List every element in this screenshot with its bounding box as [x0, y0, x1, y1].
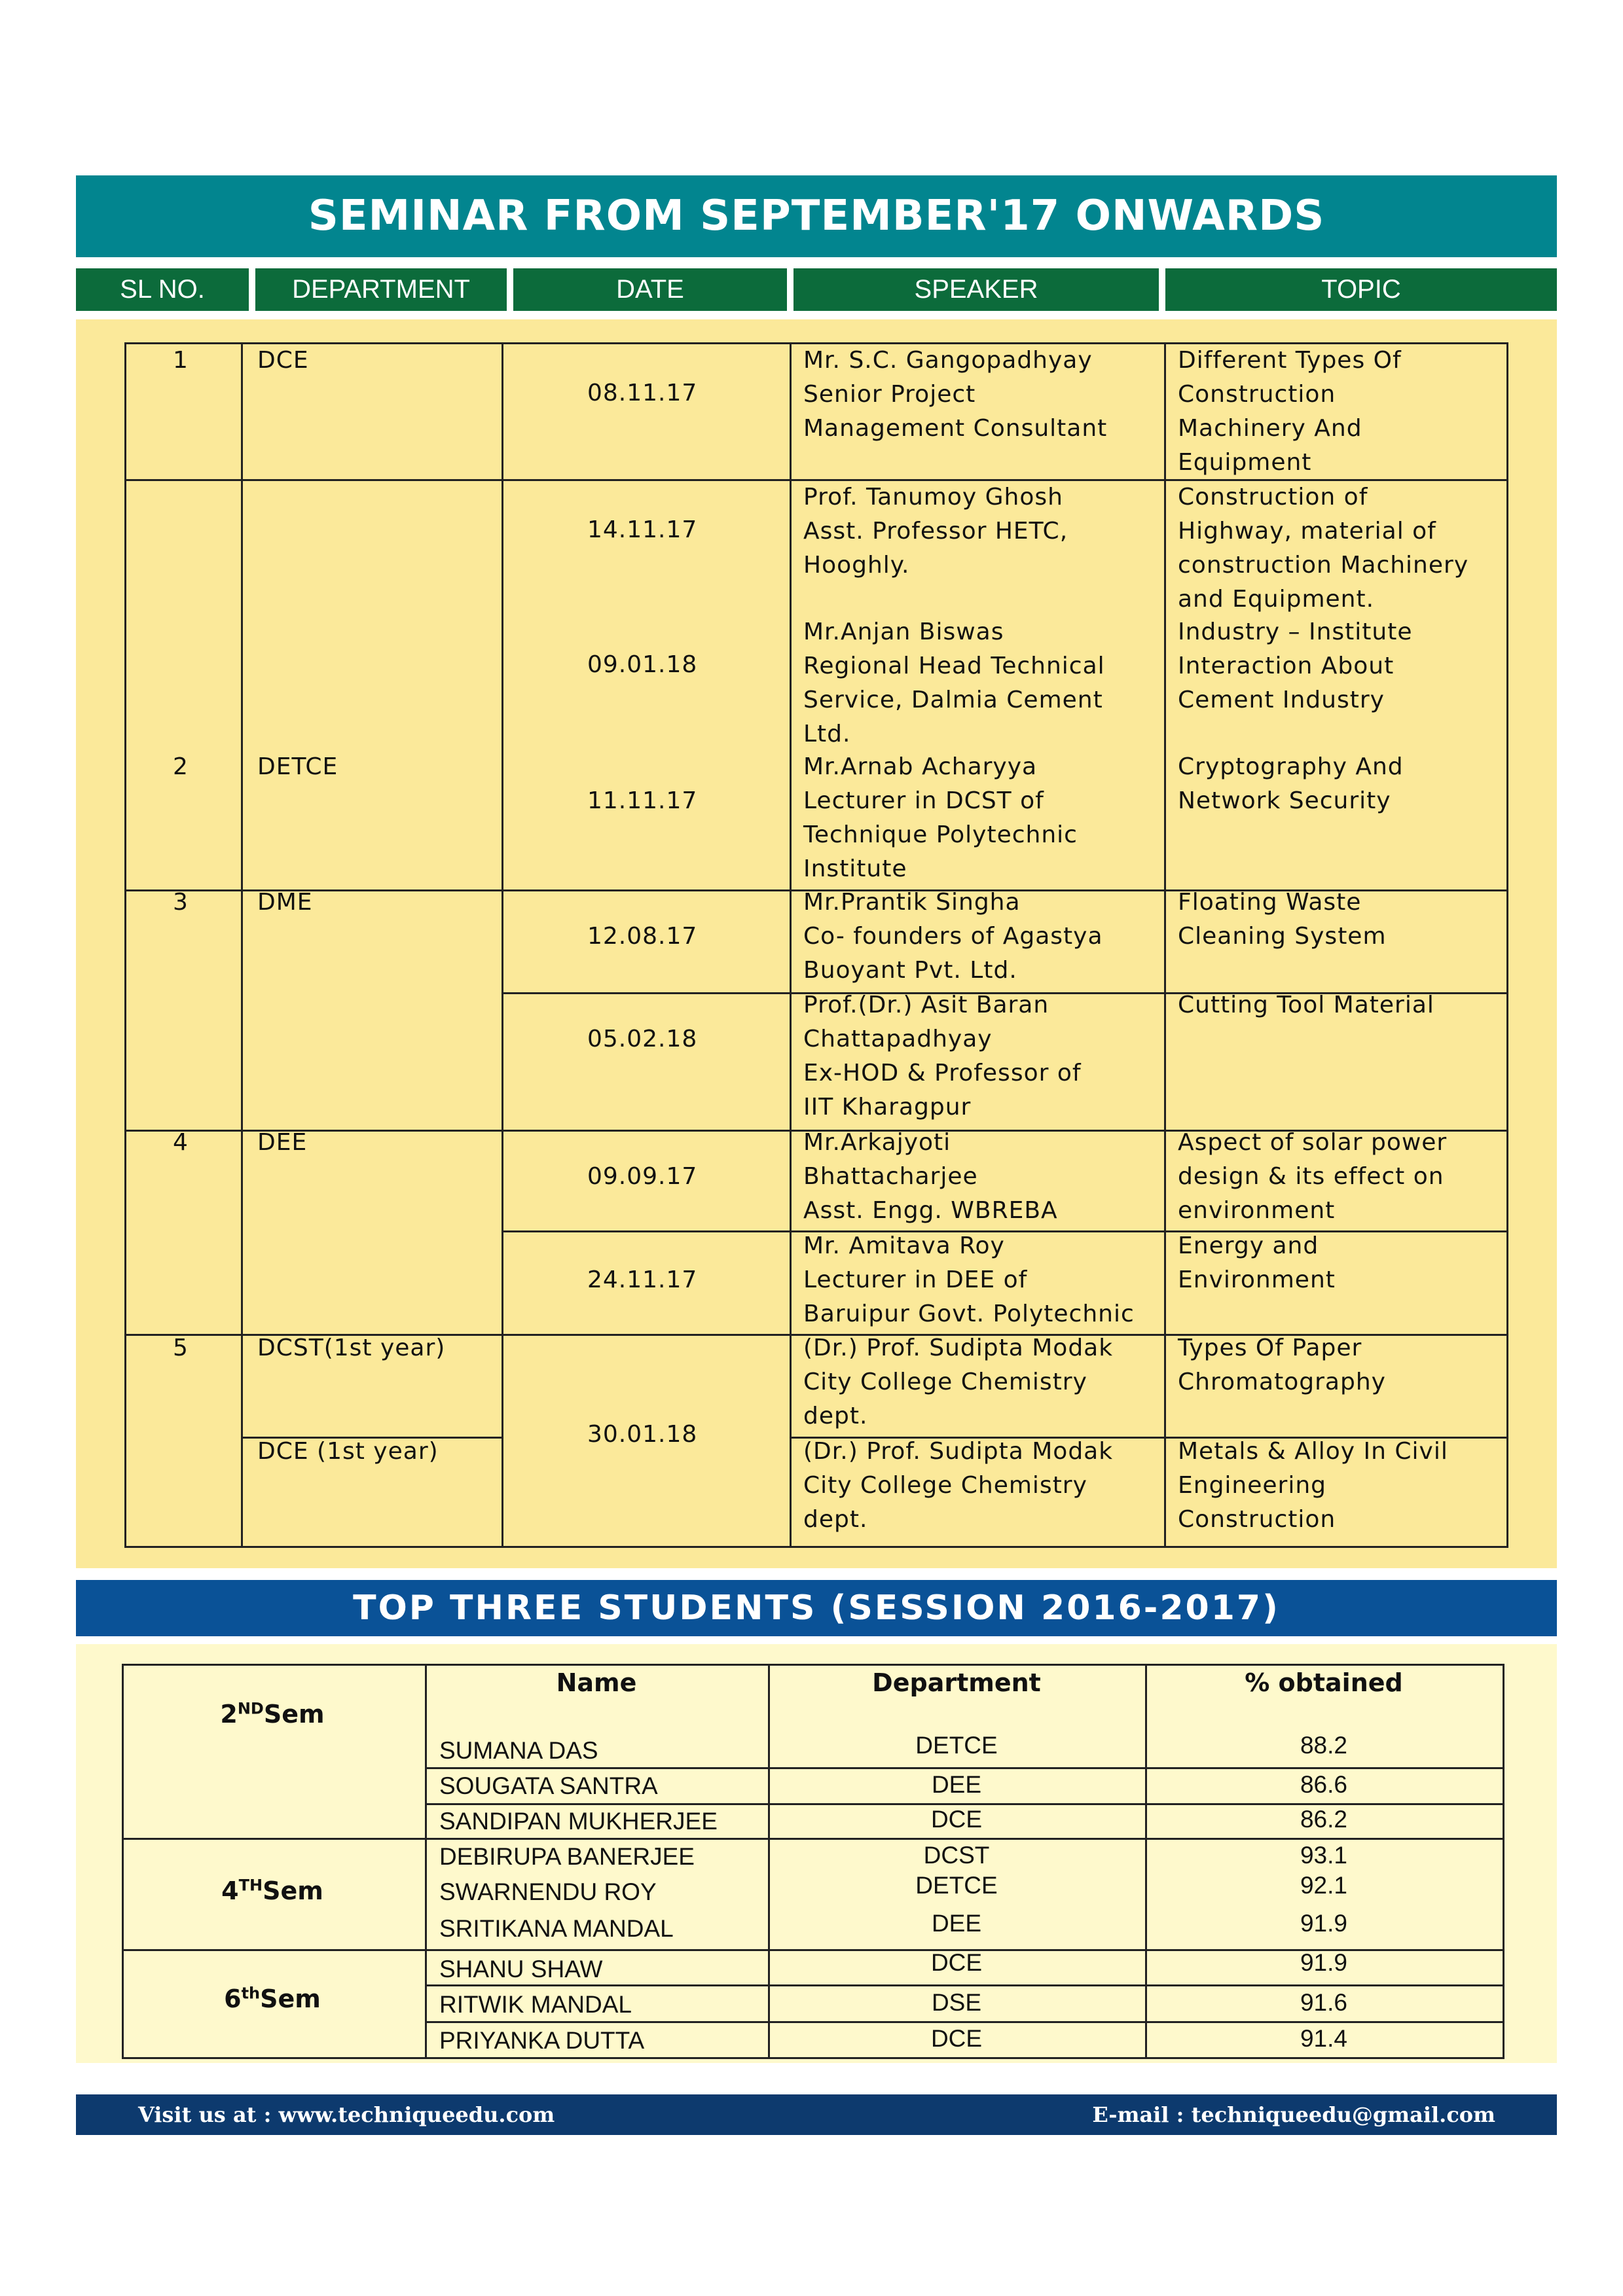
grid-line	[1503, 1664, 1504, 2059]
student-name: SANDIPAN MUKHERJEE	[439, 1808, 718, 1835]
student-department: DCST	[923, 1842, 990, 1869]
student-department: DCE	[930, 1949, 983, 1976]
seminar-date: 11.11.17	[587, 787, 698, 814]
students-header-name: Name	[556, 1668, 637, 1697]
seminar-topic: Floating Waste Cleaning System	[1178, 889, 1387, 950]
seminar-department: DCST(1st year)	[257, 1335, 446, 1361]
grid-line	[122, 2057, 1504, 2059]
seminar-date: 09.09.17	[587, 1163, 698, 1190]
grid-line	[241, 342, 243, 1548]
seminar-topic: Cryptography And Network Security	[1178, 753, 1404, 814]
seminar-department: DEE	[257, 1129, 308, 1156]
grid-line	[501, 342, 503, 1548]
seminar-date: 24.11.17	[587, 1266, 698, 1293]
seminar-sl: 5	[173, 1335, 189, 1361]
sem-4-label: 4THSem	[221, 1876, 323, 1905]
student-name: SHANU SHAW	[439, 1956, 603, 1982]
student-department: DEE	[931, 1771, 982, 1798]
student-department: DCE	[930, 2025, 983, 2052]
grid-line	[425, 1664, 427, 2059]
seminar-speaker: (Dr.) Prof. Sudipta Modak City College Chemistry dept.	[803, 1438, 1114, 1533]
sem-6-label: 6thSem	[224, 1984, 321, 2013]
student-name: RITWIK MANDAL	[439, 1991, 632, 2018]
seminar-topic: Metals & Alloy In Civil Engineering Construction	[1178, 1438, 1448, 1533]
seminar-speaker: Mr.Anjan Biswas Regional Head Technical Service, Dalmia Cement Ltd.	[803, 619, 1105, 747]
student-percent: 91.4	[1300, 2025, 1347, 2052]
seminar-topic: Industry – Institute Interaction About Cement Industry	[1178, 619, 1413, 713]
student-department: DEE	[931, 1910, 982, 1937]
seminar-speaker: Mr.Arnab Acharyya Lecturer in DCST of Technique Polytechnic Institute	[803, 753, 1078, 882]
header-department: DEPARTMENT	[255, 268, 507, 311]
seminar-topic: Different Types Of Construction Machinery And Equipment	[1178, 347, 1402, 476]
seminar-speaker: Mr. Amitava Roy Lecturer in DEE of Baruipur Govt. Polytechnic	[803, 1232, 1135, 1327]
grid-line	[1506, 342, 1508, 1548]
student-name: PRIYANKA DUTTA	[439, 2027, 645, 2054]
header-sl-no: SL NO.	[76, 268, 249, 311]
seminar-department: DCE	[257, 347, 309, 374]
sem-2-label: 2NDSem	[220, 1699, 325, 1729]
grid-line	[122, 1664, 1504, 1666]
seminar-topic: Energy and Environment	[1178, 1232, 1336, 1293]
seminar-department: DME	[257, 889, 313, 916]
seminar-sl: 3	[173, 889, 189, 916]
seminar-topic: Construction of Highway, material of construction Machinery and Equipment.	[1178, 484, 1469, 613]
seminar-department: DCE (1st year)	[257, 1438, 439, 1465]
seminar-date: 09.01.18	[587, 651, 698, 678]
students-title-banner: TOP THREE STUDENTS (SESSION 2016-2017)	[76, 1580, 1557, 1636]
header-date: DATE	[513, 268, 787, 311]
header-speaker: SPEAKER	[793, 268, 1159, 311]
seminar-topic: Types Of Paper Chromatography	[1178, 1335, 1386, 1395]
footer-website-link[interactable]: Visit us at : www.techniqueedu.com	[138, 2102, 555, 2127]
seminar-date: 12.08.17	[587, 923, 698, 950]
seminar-date: 08.11.17	[587, 380, 698, 406]
student-department: DCE	[930, 1806, 983, 1833]
student-percent: 86.6	[1300, 1771, 1347, 1798]
student-department: DETCE	[915, 1732, 998, 1759]
seminar-speaker: (Dr.) Prof. Sudipta Modak City College Chemistry dept.	[803, 1335, 1114, 1429]
seminar-speaker: Mr. S.C. Gangopadhyay Senior Project Management Consultant	[803, 347, 1108, 442]
grid-line	[124, 1546, 1508, 1548]
student-name: SWARNENDU ROY	[439, 1878, 657, 1905]
header-topic: TOPIC	[1165, 268, 1557, 311]
seminar-department: DETCE	[257, 753, 338, 780]
student-percent: 93.1	[1300, 1842, 1347, 1869]
seminar-topic: Cutting Tool Material	[1178, 992, 1434, 1018]
student-percent: 91.9	[1300, 1910, 1347, 1937]
seminar-speaker: Prof. Tanumoy Ghosh Asst. Professor HETC, Hooghly.	[803, 484, 1068, 579]
students-header-department: Department	[872, 1668, 1041, 1697]
student-name: SOUGATA SANTRA	[439, 1772, 658, 1799]
seminar-title-banner: SEMINAR FROM SEPTEMBER'17 ONWARDS	[76, 175, 1557, 257]
student-percent: 91.9	[1300, 1949, 1347, 1976]
footer-bar	[76, 2094, 1557, 2135]
seminar-date: 30.01.18	[587, 1421, 698, 1448]
student-percent: 92.1	[1300, 1872, 1347, 1899]
grid-line	[790, 342, 792, 1548]
seminar-date: 14.11.17	[587, 516, 698, 543]
seminar-sl: 4	[173, 1129, 189, 1156]
student-name: DEBIRUPA BANERJEE	[439, 1843, 695, 1870]
student-name: SRITIKANA MANDAL	[439, 1915, 674, 1942]
seminar-topic: Aspect of solar power design & its effect on environment	[1178, 1129, 1448, 1224]
students-table	[122, 1664, 1504, 2059]
seminar-speaker: Mr.Prantik Singha Co- founders of Agastya Buoyant Pvt. Ltd.	[803, 889, 1103, 984]
student-department: DSE	[931, 1989, 982, 2016]
grid-line	[1164, 342, 1166, 1548]
seminar-sl: 2	[173, 753, 189, 780]
seminar-sl: 1	[173, 347, 189, 374]
student-department: DETCE	[915, 1872, 998, 1899]
seminar-speaker: Prof.(Dr.) Asit Baran Chattapadhyay Ex-HOD & Professor of IIT Kharagpur	[803, 992, 1082, 1121]
student-percent: 86.2	[1300, 1806, 1347, 1833]
student-name: SUMANA DAS	[439, 1737, 598, 1764]
grid-line	[124, 342, 126, 1548]
seminar-table	[124, 342, 1508, 1548]
seminar-date: 05.02.18	[587, 1026, 698, 1052]
students-header-percent: % obtained	[1245, 1668, 1403, 1697]
student-percent: 91.6	[1300, 1989, 1347, 2016]
student-percent: 88.2	[1300, 1732, 1347, 1759]
footer-email-link[interactable]: E-mail : techniqueedu@gmail.com	[1092, 2102, 1495, 2127]
seminar-speaker: Mr.Arkajyoti Bhattacharjee Asst. Engg. WBREBA	[803, 1129, 1058, 1224]
